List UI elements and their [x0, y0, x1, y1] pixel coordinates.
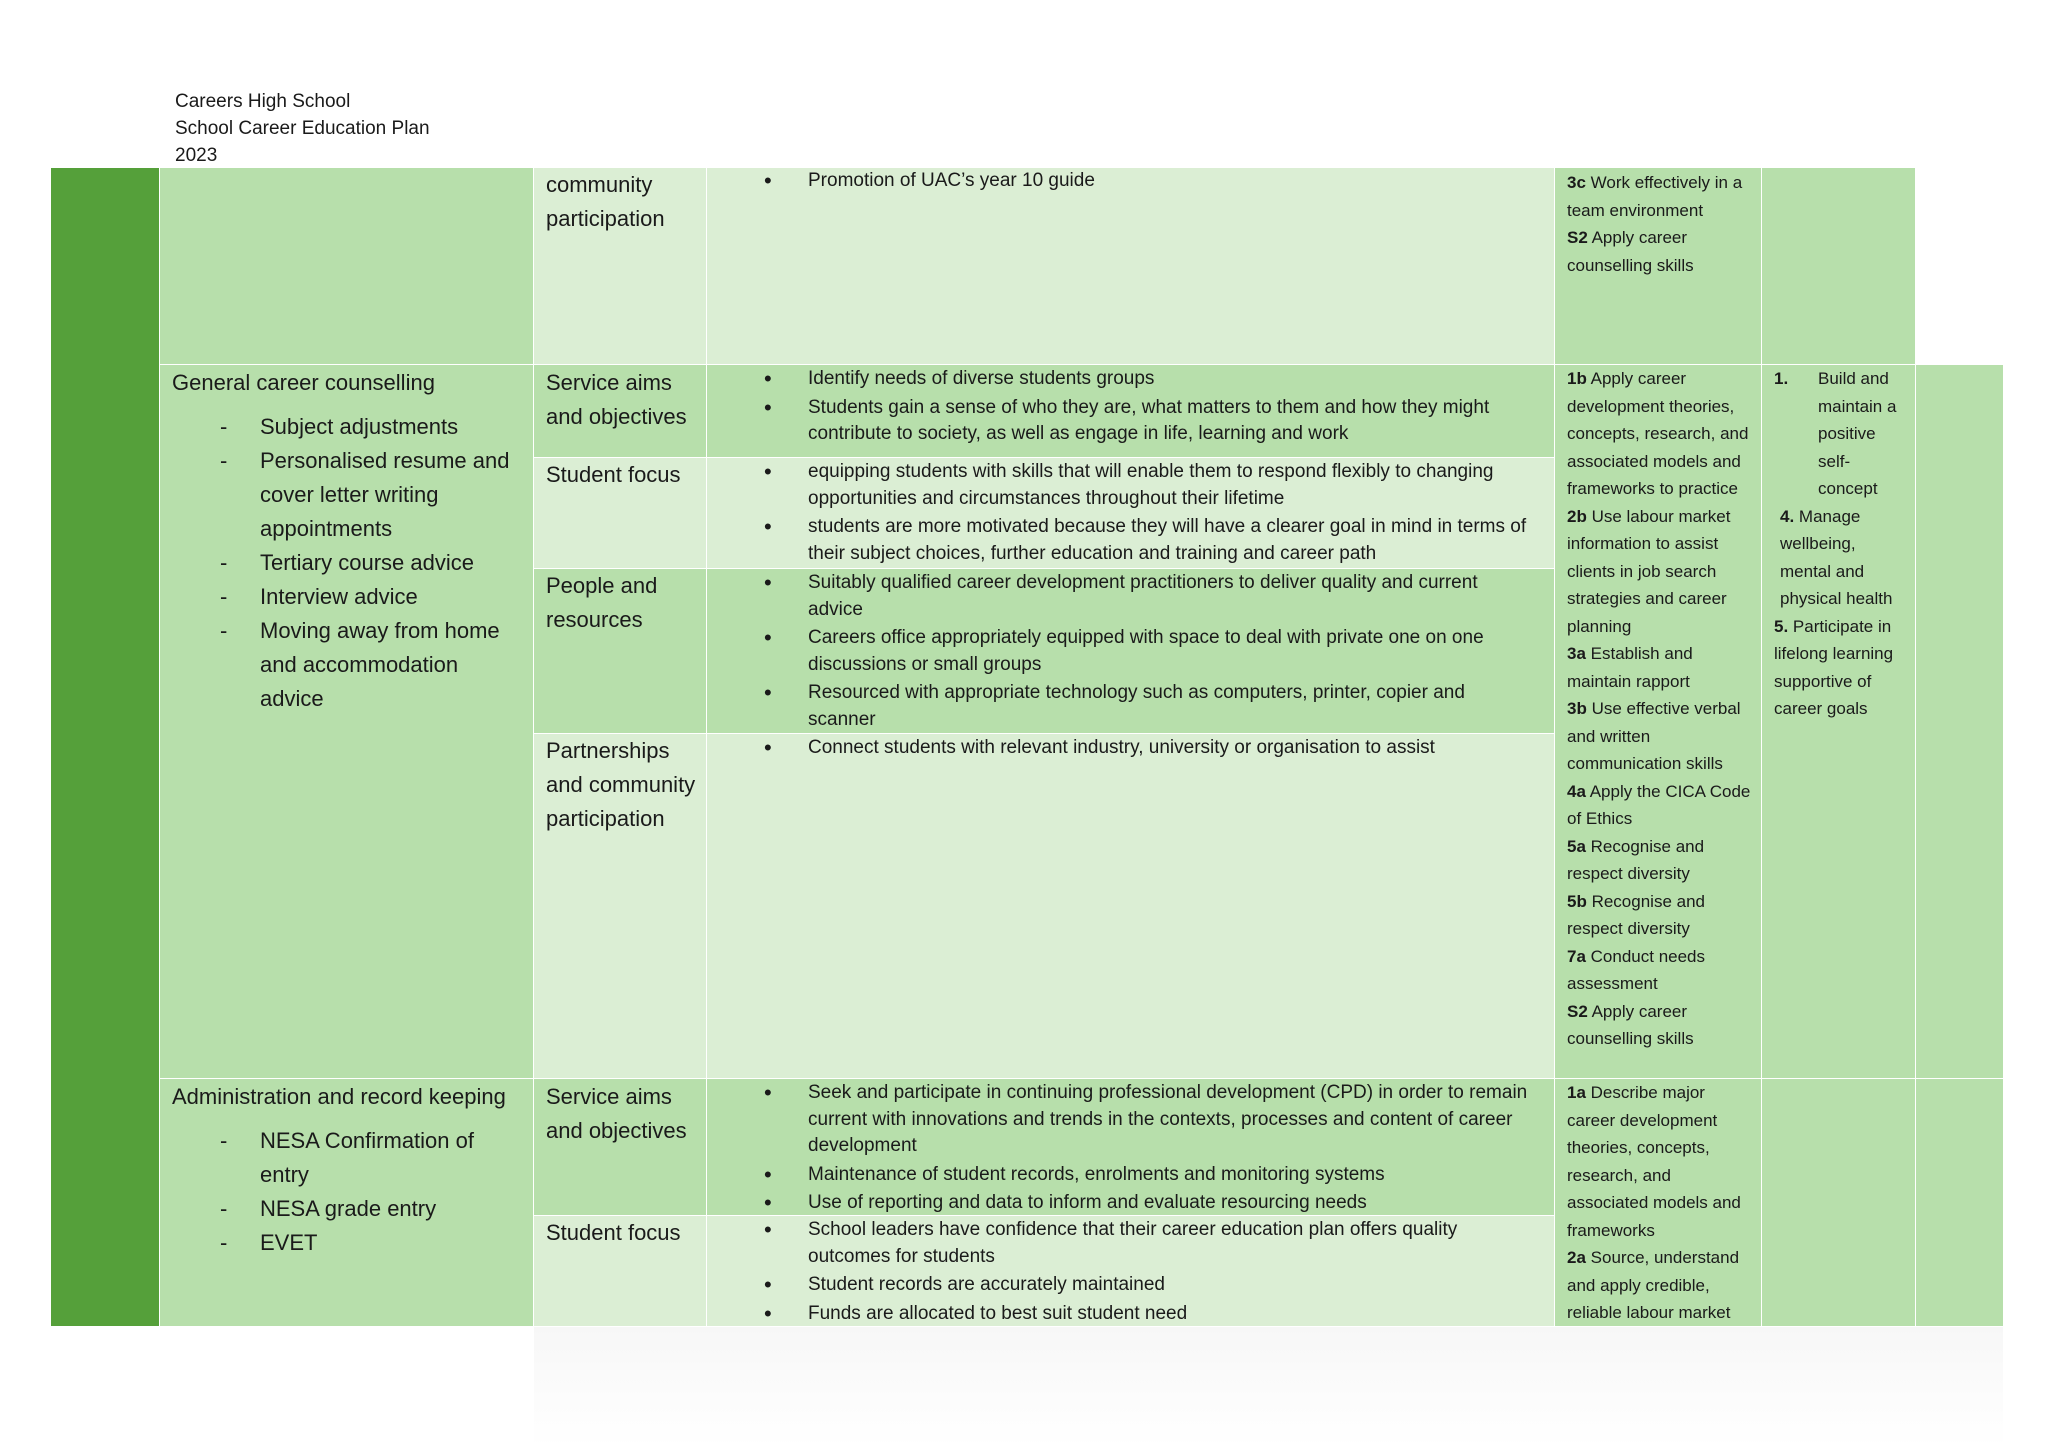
list-item: • School leaders have confidence that their career education plan offers quality outcomes for students: [707, 1217, 1534, 1270]
row-bullets-cell: [707, 1216, 1554, 1326]
general-outcome-cell: [1762, 365, 1915, 1078]
section-color-strip: [51, 168, 159, 1326]
school-name: Careers High School: [175, 91, 351, 112]
row-label: Partnerships and community participation: [546, 738, 696, 831]
competency-item: 3a Establish and maintain rapport: [1567, 644, 1693, 691]
row-bullets-cell: [707, 458, 1554, 568]
row-label: Service aims and objectives: [546, 370, 687, 429]
general-extra-cell: [1916, 365, 2003, 1078]
list-item: • students are more motivated because they will have a clearer goal in mind in terms of their subject choices, further education and training and career path: [707, 514, 1534, 567]
row-label-cell: [534, 734, 706, 1078]
row-label-cell: [534, 1079, 706, 1215]
competency-item: 1b Apply career development theories, concepts, research, and associated models and frameworks to practice: [1567, 369, 1749, 498]
plan-year: 2023: [175, 145, 218, 166]
competency-item: 5a Recognise and respect diversity: [1567, 836, 1705, 883]
row-label: Student focus: [546, 462, 681, 487]
list-item: • Resourced with appropriate technology such as computers, printer, copier and scanner: [707, 680, 1534, 733]
row-label: Service aims and objectives: [546, 1084, 687, 1143]
competency-item: 2b Use labour market information to assist clients in job search strategies and career planning: [1567, 506, 1731, 636]
list-item: - Subject adjustments: [172, 410, 533, 444]
row-bullets-cell: [707, 734, 1554, 1078]
row-bullets-cell: [707, 365, 1554, 457]
page-shading: [534, 1327, 2003, 1447]
row-label-cell: [534, 569, 706, 733]
plan-title: School Career Education Plan: [175, 118, 430, 139]
competency-item: 7a Conduct needs assessment: [1567, 946, 1706, 993]
top-area-cell: [160, 168, 533, 364]
row-label-cell: [534, 365, 706, 457]
general-counselling-area: [160, 365, 533, 1078]
top-competency-cell: [1555, 168, 1761, 364]
row-bullets-cell: [707, 569, 1554, 733]
admin-outcome-cell: [1762, 1079, 1915, 1326]
admin-extra-cell: [1916, 1079, 2003, 1326]
area-title: General career counselling: [172, 370, 435, 395]
list-item: - Moving away from home and accommodation advice: [172, 614, 533, 716]
outcome-item: 1. Build and maintain a positive self- concept: [1774, 369, 1897, 498]
list-item: • Seek and participate in continuing professional development (CPD) in order to remain current with innovations and trends in the contexts, processes and content of career development: [707, 1080, 1534, 1160]
competency-item: 4a Apply the CICA Code of Ethics: [1567, 781, 1751, 828]
list-item: • equipping students with skills that will enable them to respond flexibly to changing opportunities and circumstances throughout their lifetime: [707, 459, 1534, 512]
list-item: • Connect students with relevant industry, university or organisation to assist: [707, 735, 1534, 762]
row-label: People and resources: [546, 573, 658, 632]
document-header: [175, 88, 430, 169]
list-item: • Students gain a sense of who they are, what matters to them and how they might contribute to society, as well as engage in life, learning and work: [707, 395, 1534, 448]
list-item: • Funds are allocated to best suit student need: [707, 1301, 1534, 1328]
list-item: • Suitably qualified career development practitioners to deliver quality and current advice: [707, 570, 1534, 623]
outcome-item: 5. Participate in lifelong learning supportive of career goals: [1774, 616, 1894, 718]
list-item: - Interview advice: [172, 580, 533, 614]
competency-item: 2a Source, understand and apply credible, reliable labour market: [1567, 1248, 1740, 1322]
competency-item: 3b Use effective verbal and written communication skills: [1567, 699, 1741, 773]
list-item: - EVET: [172, 1226, 533, 1260]
top-outcome-cell: [1762, 168, 1915, 364]
list-item: • Use of reporting and data to inform and evaluate resourcing needs: [707, 1190, 1534, 1217]
list-item: • Maintenance of student records, enrolments and monitoring systems: [707, 1162, 1534, 1189]
admin-competency-cell: [1555, 1079, 1761, 1326]
list-item: - NESA grade entry: [172, 1192, 533, 1226]
list-item: - NESA Confirmation of entry: [172, 1124, 533, 1192]
competency-item: 1a Describe major career development theories, concepts, research, and associated models and frameworks: [1567, 1083, 1741, 1240]
competency-item: 3c Work effectively in a team environment: [1567, 173, 1743, 220]
list-item: - Personalised resume and cover letter writing appointments: [172, 444, 533, 546]
competency-item: S2 Apply career counselling skills: [1567, 228, 1694, 275]
row-label-cell: [534, 458, 706, 568]
row-bullets-cell: [707, 1079, 1554, 1215]
list-item: • Identify needs of diverse students groups: [707, 366, 1534, 393]
competency-item: S2 Apply career counselling skills: [1567, 1001, 1694, 1048]
top-label-cell: [534, 168, 706, 364]
row-label-cell: [534, 1216, 706, 1326]
row-label: Student focus: [546, 1220, 681, 1245]
list-item: • Student records are accurately maintained: [707, 1272, 1534, 1299]
list-item: • Promotion of UAC’s year 10 guide: [707, 168, 1534, 195]
area-title: Administration and record keeping: [172, 1084, 506, 1109]
list-item: • Careers office appropriately equipped with space to deal with private one on one discussions or small groups: [707, 625, 1534, 678]
list-item: - Tertiary course advice: [172, 546, 533, 580]
outcome-item: 4. Manage wellbeing, mental and physical health: [1780, 506, 1893, 608]
top-bullets-cell: [707, 168, 1554, 364]
top-label: community participation: [546, 172, 665, 231]
administration-area: [160, 1079, 533, 1326]
general-competency-cell: [1555, 365, 1761, 1078]
competency-item: 5b Recognise and respect diversity: [1567, 891, 1705, 938]
